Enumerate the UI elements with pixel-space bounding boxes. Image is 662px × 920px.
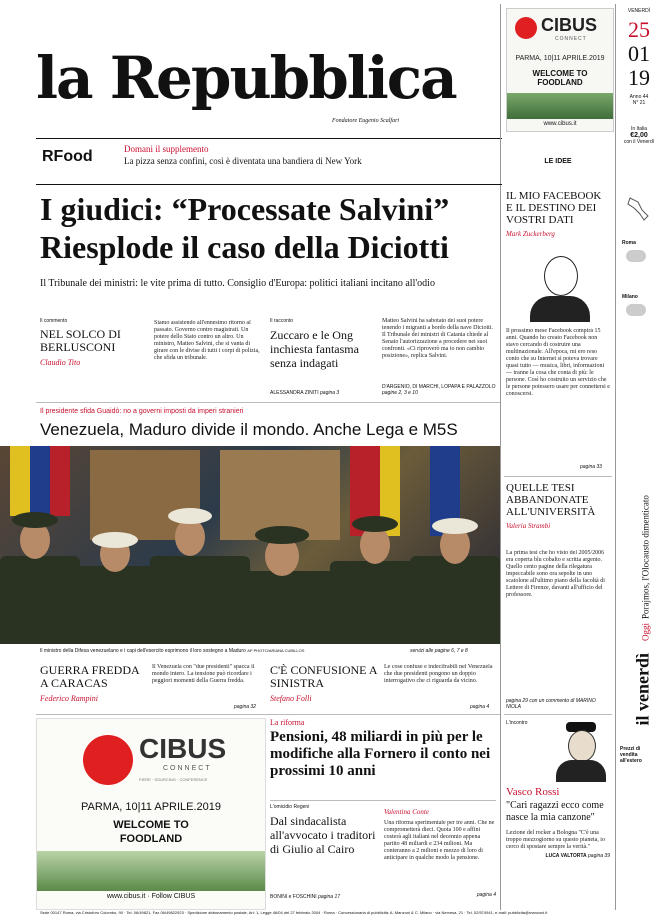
guerra[interactable] xyxy=(40,664,148,703)
venerdi-text: Porajmos, l'Olocausto dimenticato xyxy=(640,495,651,619)
conte-page: pagina 4 xyxy=(476,892,496,898)
supplement-text: La pizza senza confini, così è diventata una bandiera di New York xyxy=(124,156,362,166)
zuckerberg-portrait xyxy=(530,252,590,322)
tesi-text: La prima tesi che ho visto del 2005/2006 era coperta blu cobalto e scritta argento. Quello cento pagine della rilegatura impeccabile sono ora sepolte in uno scatolone all'ultimo piano della facoltà di Lettere di Firenze, davanti all'ufficio del professore. xyxy=(506,550,605,598)
main-headline-1[interactable]: I giudici: “Processate Salvini” xyxy=(40,191,450,227)
riforma-headline[interactable]: Pensioni, 48 miliardi in più per le modifiche alla Fornero il conto nei prossimi 10 anni xyxy=(270,729,491,779)
commento-title[interactable]: NEL SOLCO DI BERLUSCONI xyxy=(40,327,121,354)
facebook-author: Mark Zuckerberg xyxy=(506,230,555,238)
masthead xyxy=(36,46,466,136)
supplement-kicker: Domani il supplemento xyxy=(124,144,209,154)
date-day: 25 xyxy=(628,17,650,42)
cibus-logo-icon xyxy=(515,17,537,39)
incontro[interactable] xyxy=(506,786,610,859)
ad-dates: PARMA, 10|11 APRILE.2019 xyxy=(515,55,605,62)
commento-author: Claudio Tito xyxy=(40,358,81,367)
racconto-author: ALESSANDRA ZINITI pagina 3 xyxy=(270,390,340,396)
conte-author: Valentina Conte xyxy=(384,808,429,816)
conte xyxy=(384,808,496,898)
venezuela-kicker: Il presidente sfida Guaidò: no a governi imposti da imperi stranieri xyxy=(40,408,244,415)
facebook-title[interactable]: IL MIO FACEBOOK E IL DESTINO DEI VOSTRI DATI xyxy=(506,190,602,226)
confusione-author: Stefano Folli xyxy=(270,694,312,703)
racconto[interactable] xyxy=(270,318,376,396)
masthead-title[interactable]: la Repubblica xyxy=(36,44,456,112)
venezuela-headline[interactable]: Venezuela, Maduro divide il mondo. Anche Lega e M5S xyxy=(40,420,458,439)
date-year: 19 xyxy=(628,65,650,90)
main-story[interactable] xyxy=(40,190,500,290)
cloud-rain-icon xyxy=(626,304,646,316)
weather-label-milan: Milano xyxy=(622,294,638,300)
regeni[interactable] xyxy=(270,804,378,904)
regeni-title[interactable]: Dal sindacalista all'avvocato i traditori di Giulio al Cairo xyxy=(270,814,376,856)
main-headline-2[interactable]: Riesplode il caso della Diciotti xyxy=(40,229,449,265)
cibus-big-logo-icon xyxy=(83,735,133,785)
commento[interactable] xyxy=(40,318,152,367)
facebook-text: Il prossimo mese Facebook compirà 15 anni. Quando ho creato Facebook non stavo cercando di costruire una multinazionale. All'epoca, mi ero reso conto che su Internet si poteva trovare quasi tutto — musica, libri, informazioni — tranne la cosa che conta di più: le persone. Così ho costruito un servizio che le persone potessero usare per connettersi e conoscersi. xyxy=(506,328,610,397)
tesi-piece[interactable] xyxy=(506,482,610,530)
bottom-ad-headline-1: WELCOME TO xyxy=(113,819,189,831)
facebook-piece[interactable] xyxy=(506,190,610,238)
guerra-author: Federico Rampini xyxy=(40,694,98,703)
bottom-ad-tagline: FIERE · SOURCING · CONFERENCE xyxy=(139,777,208,782)
confusione[interactable] xyxy=(270,664,378,703)
incontro-text: Lezione del rocker a Bologna "C'è una troppo mezzogiorno su questo pianeta, io cerco di spostare sempre la verità." xyxy=(506,830,605,850)
bottom-ad-dates: PARMA, 10|11 APRILE.2019 xyxy=(80,801,222,813)
price-note: con il Venerdì xyxy=(623,139,655,145)
date-num: N° 21 xyxy=(632,100,646,106)
guerra-page: pagina 32 xyxy=(234,704,256,710)
ad-landscape xyxy=(507,93,613,119)
incontro-title[interactable]: Vasco Rossi xyxy=(506,786,560,798)
incontro-quote[interactable]: "Cari ragazzi ecco come nasce la mia canzone" xyxy=(506,800,604,823)
riforma[interactable] xyxy=(270,718,496,780)
guerra-title[interactable]: GUERRA FREDDA A CARACAS xyxy=(40,663,140,690)
conte-text: Una riforma sperimentale per tre anni. Che ne comprometterà dieci. Quota 100 e affini costerà agli italiani nel decennio appena partito 48 miliardi e 234 milioni. Ma conteranno a 2 milioni e mezzo di loro di anticipare in qualche modo la pensione. xyxy=(384,820,495,861)
italy-map-icon xyxy=(622,196,654,226)
venerdi-tag: Oggi xyxy=(640,623,651,641)
guerra-text: Il Venezuela con "due presidenti" spacca il mondo intero. La tensione può ricordare i peggiori momenti della Guerra fredda. xyxy=(152,664,255,684)
info-title: Prezzi di vendita all'estero xyxy=(620,746,642,764)
racconto-label: Il racconto xyxy=(270,318,294,324)
bottom-ad[interactable] xyxy=(36,718,266,910)
venezuela-services: servizi alle pagine 6, 7 e 8 xyxy=(410,648,468,654)
ad-url: www.cibus.it xyxy=(543,121,577,127)
idee-label: LE IDEE xyxy=(544,158,572,165)
bottom-ad-footer: www.cibus.it · Follow CIBUS xyxy=(106,893,196,900)
confusione-page: pagina 4 xyxy=(470,704,490,710)
incontro-label: L'incontro xyxy=(506,720,528,726)
racconto-title[interactable]: Zuccaro e le Ong inchiesta fantasma senza indagati xyxy=(270,328,359,370)
ad-brand-sub: CONNECT xyxy=(555,36,587,42)
bottom-ad-landscape xyxy=(37,851,265,891)
price: €2,00 xyxy=(630,132,648,139)
bottom-ad-headline-2: FOODLAND xyxy=(119,833,183,845)
facebook-page: pagina 33 xyxy=(580,464,602,470)
ad-headline: WELCOME TO FOODLAND xyxy=(532,69,588,87)
vasco-portrait xyxy=(556,722,606,782)
ad-brand: CIBUS xyxy=(541,15,598,35)
commento-label: Il commento xyxy=(40,318,68,324)
price-italy: In Italia xyxy=(630,126,648,132)
salvini-byline: D'ARGENIO, DI MARCHI, LOPAPA E PALAZZOLO pagine 2, 3 e 10 xyxy=(382,384,496,396)
commento-text: Siamo assistendo all'ennesimo ritorno al passato. Governo contro magistrati. Un potere dello Stato contro un altro. Un ministro, Matteo Salvini, che si vanta di girare con le divise di tutti i corpi di polizia, che sfida un tribunale. xyxy=(154,320,260,361)
footer-text: Sede 00147 Roma, via Cristoforo Colombo, 90 · Tel. 06/49821, Fax 06/49822923 · Spedizione abbonamento postale, Art. 1, Legge 46/04 del 27 febbraio 2004 · Roma · Concessionaria di pubblicità: A. Manzoni & C. Milano · via Nervesa, 21 · Tel. 02/574941, e-mail: pubblicita@manzoni.it xyxy=(40,910,548,915)
date-anno: Anno 44 xyxy=(629,94,649,100)
supplement-strip[interactable] xyxy=(36,142,500,182)
day-name: VENERDÌ xyxy=(627,8,651,14)
top-ad[interactable] xyxy=(506,8,614,132)
venezuela-photo xyxy=(0,446,500,644)
tesi-title[interactable]: QUELLE TESI ABBANDONATE ALL'UNIVERSITÀ xyxy=(506,482,596,518)
rfood-logo: RFood xyxy=(42,148,93,165)
confusione-title[interactable]: C'È CONFUSIONE A SINISTRA xyxy=(270,663,377,690)
tesi-page: pagina 29 con un commento di MARINO NIOLA xyxy=(506,698,596,710)
weather-label-rome: Roma xyxy=(622,240,636,246)
regeni-author: BONINI e FOSCHINI pagina 17 xyxy=(270,894,341,900)
regeni-kicker: L'omicidio Regeni xyxy=(270,804,310,810)
incontro-author: LUCA VALTORTA pagina 39 xyxy=(545,853,610,859)
masthead-founder: Fondatore Eugenio Scalfari xyxy=(332,118,400,124)
bottom-ad-brand-sub: CONNECT xyxy=(163,765,212,772)
bottom-ad-brand: CIBUS xyxy=(139,733,227,764)
main-subhead: Il Tribunale dei ministri: le vite prima di tutto. Consiglio d'Europa: politici italiani incitano all'odio xyxy=(40,278,435,289)
date-box xyxy=(620,8,658,168)
confusione-text: Le cose confuse e indecifrabili nel Venezuela che due presidenti pongono un doppio interrogativo che ci riguarda da vicino. xyxy=(384,664,493,684)
tesi-author: Valeria Strambi xyxy=(506,522,551,530)
venerdi-title[interactable]: il venerdì xyxy=(632,653,653,726)
cloud-icon xyxy=(626,250,646,262)
riforma-kicker: La riforma xyxy=(270,718,305,727)
salvini-text: Matteo Salvini ha sabotato dei suoi potere tenendo i migranti a bordo della nave Diciotti. Il Tribunale dei ministri di Catania chiede al Senato l'autorizzazione a procedere nei suoi confronti. «Ci riproverò ma io non cambio posizione», replica Salvini. xyxy=(382,318,493,359)
date-month: 01 xyxy=(628,41,650,66)
venerdi-box[interactable] xyxy=(618,420,658,740)
venezuela-caption: Il ministro della Difesa venezuelano e i capi dell'esercito esprimono il loro sostegno a Maduro AP PHOTO/ARIANA CUBILLOS xyxy=(40,648,305,654)
